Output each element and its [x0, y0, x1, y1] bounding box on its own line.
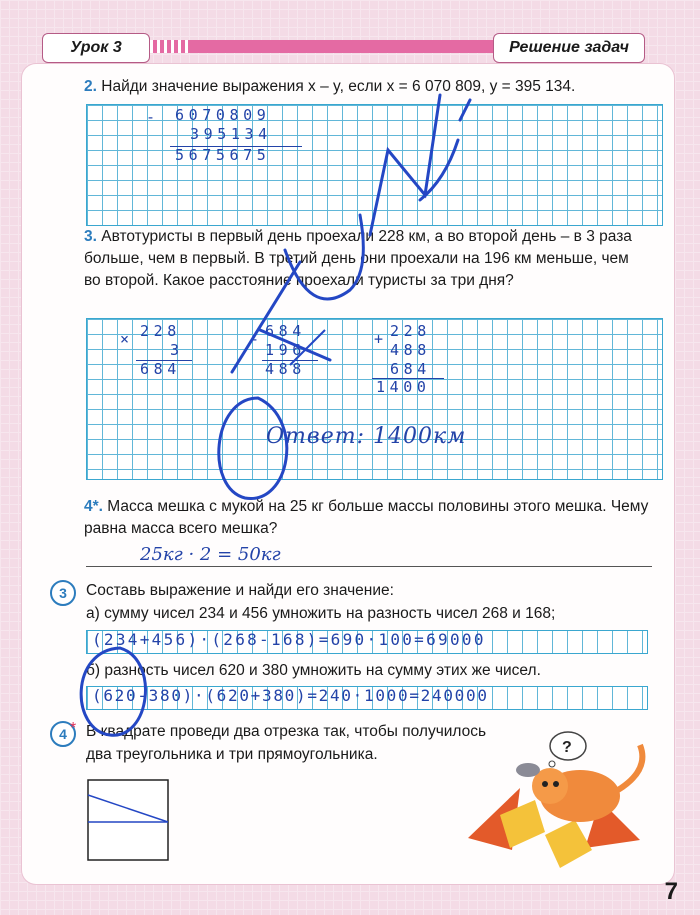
- star-mark: *: [70, 720, 77, 737]
- task-3-calc1-result: 684: [140, 360, 181, 378]
- task-3-calc1-a: 228: [140, 322, 181, 340]
- pen-scribble-u: [285, 215, 363, 299]
- pen-scribble-mark: [290, 330, 325, 365]
- task-3-calc2-a: 684: [265, 322, 306, 340]
- illustration-diamond: [545, 820, 592, 868]
- task-3-calc2-op: -: [250, 330, 264, 348]
- task-2-operator: -: [146, 108, 160, 126]
- lesson-tab: Урок 3: [42, 33, 150, 63]
- pen-scribble-zero: [219, 398, 287, 499]
- exercise-3-b-text: б) разность чисел 620 и 380 умножить на сумму этих же чисел.: [86, 662, 541, 679]
- exercise-3-a-text: а) сумму чисел 234 и 456 умножить на разность чисел 268 и 168;: [86, 605, 556, 622]
- pen-scribble-n: [370, 95, 440, 235]
- exercise-3-number: 3: [50, 580, 76, 606]
- exercise-4-square: [88, 780, 168, 860]
- illustration-question-mark: ?: [562, 739, 572, 756]
- task-2-subtrahend: 395134: [190, 125, 272, 143]
- page-number: 7: [664, 878, 678, 905]
- exercise-4-text-line2: два треугольника и три прямоугольника.: [86, 746, 378, 763]
- task-3-calc3-a: 228: [390, 322, 431, 340]
- task-3-calc3-op: +: [374, 330, 388, 348]
- task-2-minuend: 6070809: [175, 106, 271, 124]
- task-3-calc2-b: 196: [265, 341, 306, 359]
- illustration-cat-eye-right: [553, 781, 559, 787]
- task-4-star-number: 4*.: [84, 498, 103, 515]
- task-2-result: 5675675: [175, 146, 271, 164]
- task-4-star-text: Масса мешка с мукой на 25 кг больше массы половины этого мешка. Чему равна масса всего мешка?: [84, 498, 649, 537]
- exercise-3-b-answer: (620-380)·(620+380)=240·1000=240000: [92, 686, 489, 705]
- pen-scribble-k: [232, 262, 330, 372]
- task-3-calc3-b: 488: [390, 341, 431, 359]
- topic-tab: Решение задач: [493, 33, 645, 63]
- task-3-calc3-c: 684: [390, 360, 431, 378]
- illustration-mouse: [516, 763, 540, 777]
- task-3-calc2-result: 488: [265, 360, 306, 378]
- illustration-cat-tail: [618, 745, 642, 790]
- task-2-number: 2.: [84, 78, 97, 95]
- illustration-bubble-dot: [549, 761, 555, 767]
- task-3-calc3-result: 1400: [376, 378, 431, 396]
- task-4-star-answer: 25кг · 2 = 50кг: [140, 544, 281, 565]
- exercise-4-text-line1: В квадрате проведи два отрезка так, чтобы получилось: [86, 723, 487, 740]
- task-2-text: Найди значение выражения x – y, если x = 6 070 809, y = 395 134.: [101, 78, 576, 95]
- exercise-3-a-answer: (234+456)·(268-168)=690·100=69000: [92, 630, 486, 649]
- task-3-answer: Ответ: 1400км: [266, 424, 467, 449]
- task-3-number: 3.: [84, 228, 97, 245]
- task-3-calc1-b: 3: [170, 341, 184, 359]
- task-3-calc1-op: ×: [120, 330, 134, 348]
- task-3-text: Автотуристы в первый день проехали 228 км, а во второй день – в 3 раза больше, чем в первый. В третий день они проехали на 196 км меньше, чем во второй. Какое расстояние проехали туристы за три дня?: [84, 228, 632, 289]
- exercise-3-text: Составь выражение и найди его значение:: [86, 582, 394, 599]
- pen-scribble-bottom: [81, 648, 145, 735]
- exercise-4-number: 4: [50, 721, 76, 747]
- illustration-cat-eye-left: [542, 781, 548, 787]
